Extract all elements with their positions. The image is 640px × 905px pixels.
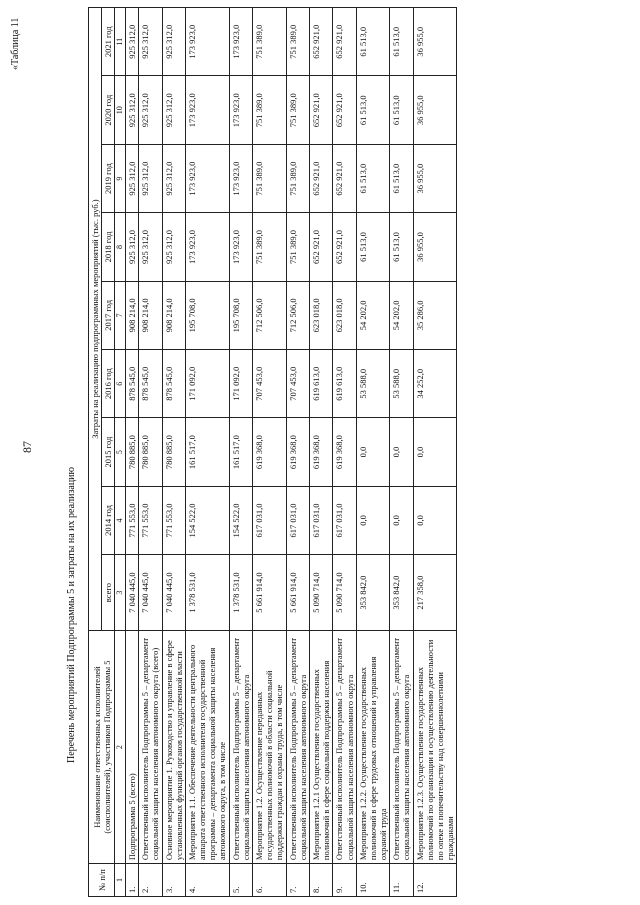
row-year-value: 154 522,0 — [185, 486, 229, 554]
row-year-value: 707 453,0 — [286, 350, 309, 418]
row-year-value: 195 708,0 — [185, 281, 229, 349]
row-year-value: 53 588,0 — [356, 350, 390, 418]
row-year-value: 925 312,0 — [139, 213, 162, 281]
row-number: 10. — [356, 864, 390, 897]
row-year-value: 61 513,0 — [356, 213, 390, 281]
row-year-value: 878 545,0 — [162, 350, 185, 418]
row-year-value: 878 545,0 — [139, 350, 162, 418]
table-row — [229, 8, 252, 897]
column-number: 6 — [115, 350, 126, 418]
column-number: 7 — [115, 281, 126, 349]
row-number: 4. — [185, 864, 229, 897]
row-year-value: 925 312,0 — [162, 144, 185, 212]
row-year-value: 780 885,0 — [139, 418, 162, 486]
row-year-value: 619 368,0 — [333, 418, 356, 486]
table-body — [125, 8, 456, 897]
row-year-value: 925 312,0 — [139, 144, 162, 212]
row-year-value: 173 923,0 — [185, 144, 229, 212]
row-year-value: 35 286,0 — [413, 281, 457, 349]
row-year-value: 652 921,0 — [309, 213, 332, 281]
row-year-value: 712 506,0 — [253, 281, 287, 349]
row-year-value: 712 506,0 — [286, 281, 309, 349]
row-total: 217 358,0 — [413, 555, 457, 631]
row-name: Ответственный исполнитель Подпрограммы 5 – департамент социальной защиты населения автономного округа — [229, 631, 252, 864]
column-number: 5 — [115, 418, 126, 486]
header-year: 2021 год — [102, 8, 115, 77]
row-year-value: 925 312,0 — [162, 8, 185, 77]
row-year-value: 195 708,0 — [229, 281, 252, 349]
row-name: Ответственный исполнитель Подпрограммы 5 – департамент социальной защиты населения автономного округа — [333, 631, 356, 864]
row-year-value: 925 312,0 — [162, 76, 185, 144]
row-year-value: 751 389,0 — [253, 76, 287, 144]
row-year-value: 780 885,0 — [162, 418, 185, 486]
row-year-value: 619 368,0 — [286, 418, 309, 486]
row-year-value: 173 923,0 — [229, 76, 252, 144]
header-name: Наименование ответственных исполнителей (соисполнителей), участников Подпрограммы 5 — [89, 631, 115, 864]
row-year-value: 925 312,0 — [125, 144, 138, 212]
row-name: Ответственный исполнитель Подпрограммы 5 – департамент социальной защиты населения автономного округа (всего) — [139, 631, 162, 864]
table-row — [413, 8, 457, 897]
row-number: 6. — [253, 864, 287, 897]
table-row — [185, 8, 229, 897]
row-number: 8. — [309, 864, 332, 897]
row-year-value: 652 921,0 — [309, 144, 332, 212]
row-name: Основное мероприятие 1. Руководство и управление в сфере установленных функций органов государственной власти — [162, 631, 185, 864]
row-year-value: 619 613,0 — [333, 350, 356, 418]
header-year: 2016 год — [102, 350, 115, 418]
row-year-value: 751 389,0 — [286, 213, 309, 281]
row-year-value: 652 921,0 — [333, 76, 356, 144]
row-year-value: 173 923,0 — [229, 8, 252, 77]
row-year-value: 925 312,0 — [139, 8, 162, 77]
table-row — [162, 8, 185, 897]
page-number: 87 — [20, 441, 34, 453]
row-total: 1 378 531,0 — [229, 555, 252, 631]
row-name: Мероприятие 1.2.2. Осуществление государственных полномочий в сфере трудовых отношений и управления охраной труда — [356, 631, 390, 864]
row-name: Мероприятие 1.2. Осуществление переданных государственных полномочий в области социальной поддержки граждан и охраны труда, в том числе — [253, 631, 287, 864]
row-year-value: 0,0 — [356, 486, 390, 554]
table-row — [286, 8, 309, 897]
table-row — [356, 8, 390, 897]
row-total: 353 842,0 — [356, 555, 390, 631]
row-year-value: 173 923,0 — [229, 213, 252, 281]
row-year-value: 61 513,0 — [390, 213, 413, 281]
row-year-value: 171 092,0 — [185, 350, 229, 418]
row-year-value: 0,0 — [390, 418, 413, 486]
row-year-value: 173 923,0 — [229, 144, 252, 212]
header-year: 2020 год — [102, 76, 115, 144]
table-row — [253, 8, 287, 897]
row-number: 9. — [333, 864, 356, 897]
row-year-value: 771 553,0 — [162, 486, 185, 554]
row-number: 7. — [286, 864, 309, 897]
row-year-value: 925 312,0 — [139, 76, 162, 144]
row-total: 5 661 914,0 — [253, 555, 287, 631]
row-year-value: 751 389,0 — [286, 144, 309, 212]
row-year-value: 619 368,0 — [309, 418, 332, 486]
row-year-value: 925 312,0 — [125, 213, 138, 281]
row-total: 7 040 445,0 — [125, 555, 138, 631]
row-year-value: 751 389,0 — [286, 76, 309, 144]
column-number: 10 — [115, 76, 126, 144]
row-year-value: 173 923,0 — [185, 8, 229, 77]
row-year-value: 173 923,0 — [185, 76, 229, 144]
row-total: 5 661 914,0 — [286, 555, 309, 631]
row-total: 7 040 445,0 — [139, 555, 162, 631]
row-year-value: 61 513,0 — [390, 8, 413, 77]
row-year-value: 54 202,0 — [356, 281, 390, 349]
row-year-value: 0,0 — [413, 418, 457, 486]
row-year-value: 36 955,0 — [413, 213, 457, 281]
row-year-value: 161 517,0 — [185, 418, 229, 486]
column-number: 11 — [115, 8, 126, 77]
row-name: Подпрограмма 5 (всего) — [125, 631, 138, 864]
row-year-value: 0,0 — [356, 418, 390, 486]
costs-table — [88, 7, 457, 897]
header-year: 2015 год — [102, 418, 115, 486]
row-year-value: 751 389,0 — [286, 8, 309, 77]
row-year-value: 53 588,0 — [390, 350, 413, 418]
row-year-value: 908 214,0 — [139, 281, 162, 349]
row-year-value: 652 921,0 — [333, 213, 356, 281]
row-number: 2. — [139, 864, 162, 897]
column-number: 3 — [115, 555, 126, 631]
row-total: 5 090 714,0 — [309, 555, 332, 631]
row-year-value: 771 553,0 — [125, 486, 138, 554]
column-number: 8 — [115, 213, 126, 281]
row-number: 5. — [229, 864, 252, 897]
row-year-value: 36 955,0 — [413, 144, 457, 212]
row-name: Ответственный исполнитель Подпрограммы 5 – департамент социальной защиты населения автономного округа — [390, 631, 413, 864]
column-number: 4 — [115, 486, 126, 554]
row-year-value: 173 923,0 — [185, 213, 229, 281]
table-row — [390, 8, 413, 897]
row-year-value: 908 214,0 — [125, 281, 138, 349]
header-costs: Затраты на реализацию подпрограммных мероприятий (тыс. руб.) — [89, 8, 102, 631]
row-number: 3. — [162, 864, 185, 897]
row-year-value: 707 453,0 — [253, 350, 287, 418]
table-number-note: «Таблица 11 — [10, 17, 21, 70]
row-year-value: 161 517,0 — [229, 418, 252, 486]
table-row — [139, 8, 162, 897]
row-year-value: 617 031,0 — [253, 486, 287, 554]
table-title: Перечень мероприятий Подпрограммы 5 и затраты на их реализацию — [66, 466, 77, 764]
column-number: 9 — [115, 144, 126, 212]
row-year-value: 925 312,0 — [125, 8, 138, 77]
row-name: Мероприятие 1.2.3. Осуществление государственных полномочий по организации и осуществлению деятельности по опеке и попечительству над совершеннолетними гражданами — [413, 631, 457, 864]
column-number-row — [115, 8, 126, 897]
row-year-value: 0,0 — [413, 486, 457, 554]
column-number: 2 — [115, 631, 126, 864]
row-name: Ответственный исполнитель Подпрограммы 5 – департамент социальной защиты населения автономного округа — [286, 631, 309, 864]
row-year-value: 619 368,0 — [253, 418, 287, 486]
row-year-value: 61 513,0 — [356, 8, 390, 77]
row-year-value: 751 389,0 — [253, 8, 287, 77]
row-year-value: 171 092,0 — [229, 350, 252, 418]
row-year-value: 617 031,0 — [309, 486, 332, 554]
row-number: 11. — [390, 864, 413, 897]
row-year-value: 652 921,0 — [333, 144, 356, 212]
row-total: 353 842,0 — [390, 555, 413, 631]
row-year-value: 652 921,0 — [333, 8, 356, 77]
column-number: 1 — [115, 864, 126, 897]
table-row — [125, 8, 138, 897]
row-year-value: 61 513,0 — [390, 144, 413, 212]
header-year: 2014 год — [102, 486, 115, 554]
row-year-value: 0,0 — [390, 486, 413, 554]
header-year: 2018 год — [102, 213, 115, 281]
row-year-value: 617 031,0 — [333, 486, 356, 554]
row-year-value: 751 389,0 — [253, 144, 287, 212]
row-year-value: 61 513,0 — [390, 76, 413, 144]
header-num: № п/п — [89, 864, 115, 897]
row-total: 7 040 445,0 — [162, 555, 185, 631]
row-year-value: 61 513,0 — [356, 76, 390, 144]
row-year-value: 780 885,0 — [125, 418, 138, 486]
header-year: 2019 год — [102, 144, 115, 212]
table-row — [333, 8, 356, 897]
row-year-value: 617 031,0 — [286, 486, 309, 554]
row-year-value: 925 312,0 — [162, 213, 185, 281]
row-year-value: 623 018,0 — [309, 281, 332, 349]
row-year-value: 652 921,0 — [309, 76, 332, 144]
row-year-value: 36 955,0 — [413, 8, 457, 77]
row-year-value: 619 613,0 — [309, 350, 332, 418]
row-year-value: 908 214,0 — [162, 281, 185, 349]
row-year-value: 34 252,0 — [413, 350, 457, 418]
row-year-value: 751 389,0 — [253, 213, 287, 281]
row-year-value: 36 955,0 — [413, 76, 457, 144]
row-name: Мероприятие 1.2.1 Осуществление государственных полномочий в сфере социальной поддержки населения — [309, 631, 332, 864]
row-year-value: 652 921,0 — [309, 8, 332, 77]
row-year-value: 771 553,0 — [139, 486, 162, 554]
row-total: 1 378 531,0 — [185, 555, 229, 631]
row-year-value: 54 202,0 — [390, 281, 413, 349]
row-number: 1. — [125, 864, 138, 897]
row-name: Мероприятие 1.1. Обеспечение деятельности центрального аппарата ответственного исполнителя государственной программы – департамента социальной защиты населения автономного округа, в том числе — [185, 631, 229, 864]
row-year-value: 61 513,0 — [356, 144, 390, 212]
row-year-value: 623 018,0 — [333, 281, 356, 349]
row-year-value: 154 522,0 — [229, 486, 252, 554]
row-year-value: 925 312,0 — [125, 76, 138, 144]
row-year-value: 878 545,0 — [125, 350, 138, 418]
row-number: 12. — [413, 864, 457, 897]
table-row — [309, 8, 332, 897]
row-total: 5 090 714,0 — [333, 555, 356, 631]
header-total: всего — [102, 555, 115, 631]
header-year: 2017 год — [102, 281, 115, 349]
